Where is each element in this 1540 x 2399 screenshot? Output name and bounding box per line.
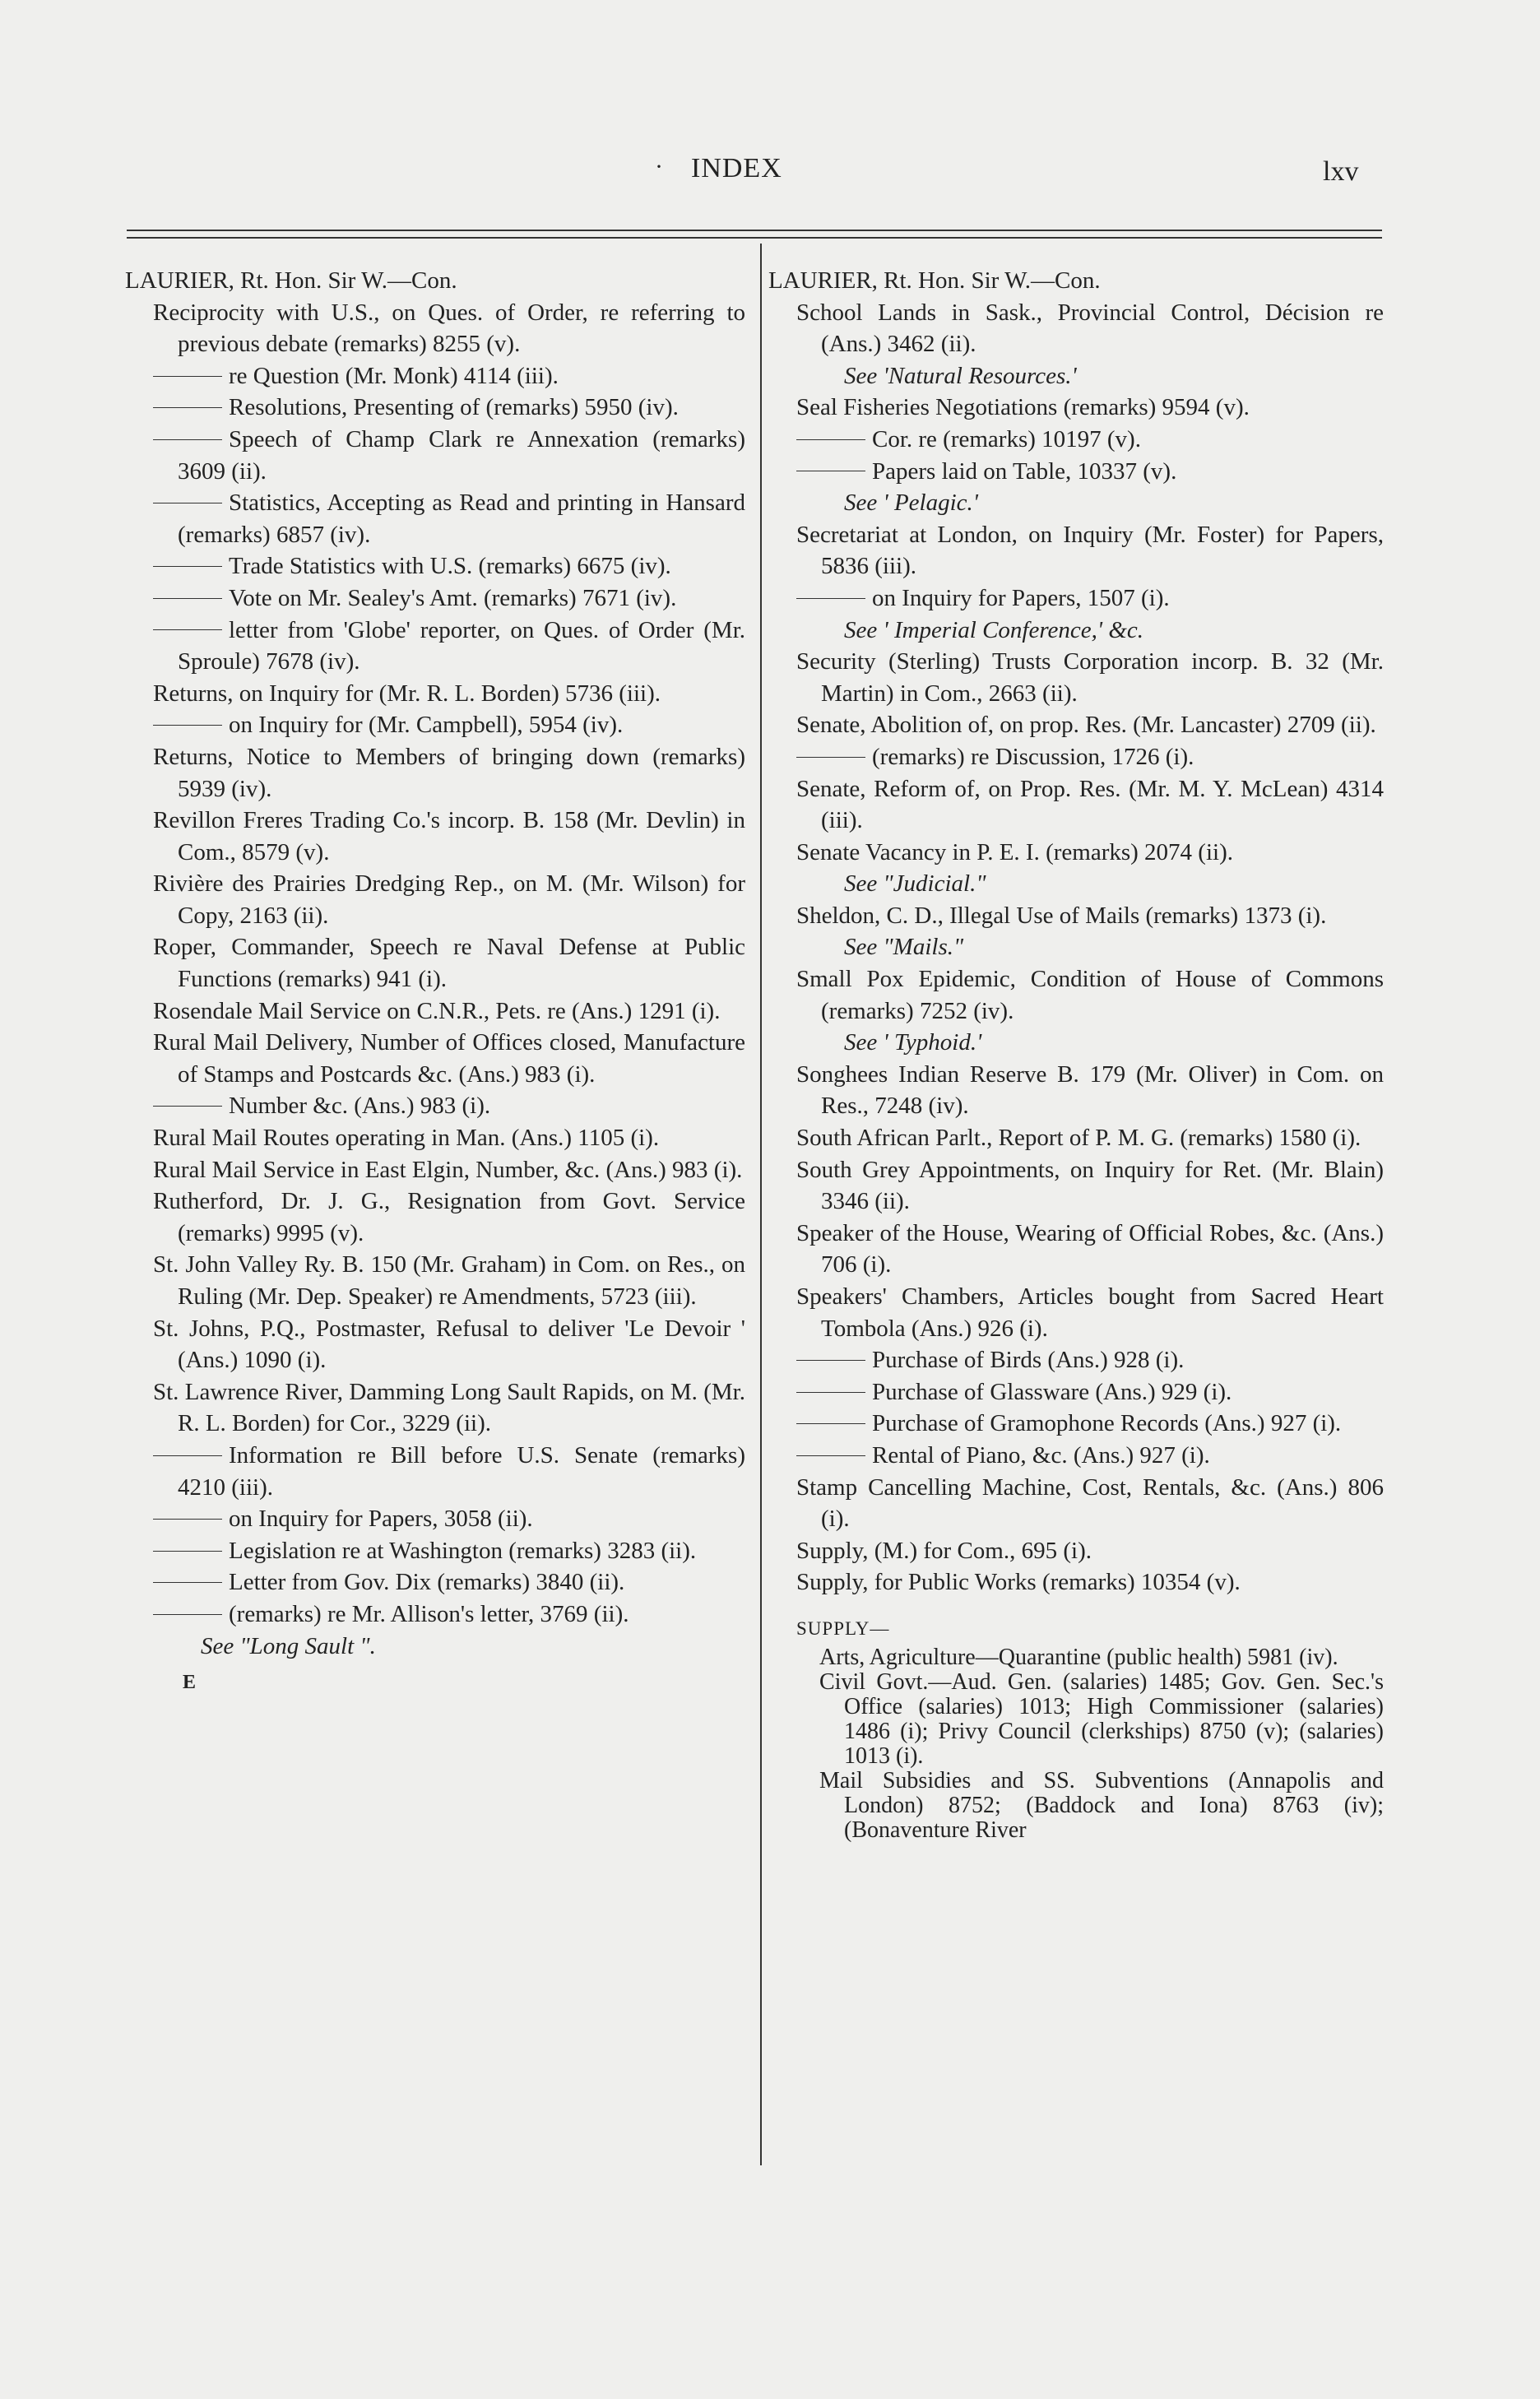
index-heading [125, 265, 745, 297]
ditto-dash [153, 1455, 222, 1456]
entry-text: Purchase of Glassware (Ans.) 929 (i). [872, 1378, 1232, 1405]
index-entry [125, 1122, 745, 1154]
page-number: lxv [1323, 156, 1359, 187]
see-reference [768, 360, 1384, 392]
entry-text: Letter from Gov. Dix (remarks) 3840 (ii). [229, 1569, 625, 1596]
entry-text: Revillon Freres Trading Co.'s incorp. B. 158 (Mr. Devlin) in Com., 8579 (v). [153, 807, 745, 865]
entry-text: SUPPLY— [796, 1617, 890, 1639]
entry-text: re Question (Mr. Monk) 4114 (iii). [229, 362, 559, 389]
entry-text: St. Lawrence River, Damming Long Sault Rapids, on M. (Mr. R. L. Borden) for Cor., 3229 (ii). [153, 1378, 745, 1437]
entry-text: Rural Mail Service in East Elgin, Number, &c. (Ans.) 983 (i). [153, 1156, 743, 1183]
right-column [768, 265, 1384, 1843]
index-heading [768, 265, 1384, 297]
index-entry [125, 1376, 745, 1440]
entry-text: Information re Bill before U.S. Senate (remarks) 4210 (iii). [178, 1441, 745, 1501]
index-entry [125, 868, 745, 931]
ditto-dash [796, 1455, 865, 1456]
header-rule-top [127, 230, 1382, 231]
entry-text: Returns, on Inquiry for (Mr. R. L. Borden) 5736 (iii). [153, 680, 661, 707]
entry-text: Songhees Indian Reserve B. 179 (Mr. Oliver) in Com. on Res., 7248 (iv). [796, 1060, 1384, 1120]
entry-text: Cor. re (remarks) 10197 (v). [872, 425, 1141, 452]
entry-text: letter from 'Globe' reporter, on Ques. of Order (Mr. Sproule) 7678 (iv). [178, 616, 745, 675]
index-entry [768, 773, 1384, 837]
entry-text: See "Mails." [844, 934, 964, 961]
entry-text: Vote on Mr. Sealey's Amt. (remarks) 7671 (iv). [229, 584, 677, 611]
entry-text: St. Johns, P.Q., Postmaster, Refusal to deliver 'Le Devoir ' (Ans.) 1090 (i). [153, 1315, 745, 1374]
index-entry [768, 1218, 1384, 1281]
index-subentry [125, 1090, 745, 1122]
index-subentry [768, 424, 1384, 456]
entry-text: Civil Govt.—Aud. Gen. (salaries) 1485; Gov. Gen. Sec.'s Office (salaries) 1013; High Commissioner (salaries) 1486 (i); Privy Council (clerkships) 8750 (v); (salaries) 1013 (i). [819, 1668, 1384, 1769]
index-subentry [125, 1535, 745, 1567]
entry-text: Roper, Commander, Speech re Naval Defense at Public Functions (remarks) 941 (i). [153, 934, 745, 993]
index-entry [125, 1313, 745, 1376]
entry-text: Arts, Agriculture—Quarantine (public health) 5981 (iv). [819, 1644, 1338, 1670]
index-entry [125, 995, 745, 1028]
entry-text: Senate Vacancy in P. E. I. (remarks) 2074 (ii). [796, 838, 1233, 865]
see-reference [768, 931, 1384, 963]
entry-text: (remarks) re Discussion, 1726 (i). [872, 743, 1194, 770]
index-entry [768, 963, 1384, 1027]
index-entry [768, 709, 1384, 741]
index-entry [768, 1472, 1384, 1535]
entry-text: See "Judicial." [844, 870, 986, 898]
see-reference [768, 1027, 1384, 1059]
column-divider [760, 244, 762, 2165]
index-entry [768, 646, 1384, 709]
index-entry [768, 1281, 1384, 1344]
entry-text: E [183, 1672, 197, 1694]
ditto-dash [153, 1614, 222, 1615]
index-subentry [125, 1566, 745, 1599]
index-subentry [125, 1503, 745, 1535]
ditto-dash [796, 1423, 865, 1424]
entry-text: Resolutions, Presenting of (remarks) 5950 (iv). [229, 394, 679, 421]
index-subentry [125, 487, 745, 550]
entry-text: Speech of Champ Clark re Annexation (remarks) 3609 (ii). [178, 425, 745, 485]
entry-text: Number &c. (Ans.) 983 (i). [229, 1093, 491, 1120]
header-rule-bottom [127, 237, 1382, 239]
index-entry [125, 1154, 745, 1186]
index-entry [125, 1249, 745, 1312]
entry-text: Legislation re at Washington (remarks) 3283 (ii). [229, 1537, 697, 1564]
index-entry [768, 1122, 1384, 1154]
entry-text: South Grey Appointments, on Inquiry for Ret. (Mr. Blain) 3346 (ii). [796, 1156, 1384, 1215]
index-entry [125, 297, 745, 360]
entry-text: See 'Natural Resources.' [844, 362, 1077, 389]
ditto-dash [153, 598, 222, 599]
ditto-dash [153, 1551, 222, 1552]
index-subentry [125, 360, 745, 392]
entry-text: Speakers' Chambers, Articles bought from Sacred Heart Tombola (Ans.) 926 (i). [796, 1283, 1384, 1342]
index-entry [768, 900, 1384, 932]
entry-text: on Inquiry for (Mr. Campbell), 5954 (iv). [229, 712, 624, 739]
entry-text: Supply, (M.) for Com., 695 (i). [796, 1537, 1092, 1564]
index-subentry [125, 582, 745, 615]
ditto-dash [153, 407, 222, 408]
supply-entry [768, 1670, 1384, 1769]
supply-heading [768, 1613, 1384, 1645]
entry-text: on Inquiry for Papers, 3058 (ii). [229, 1506, 533, 1533]
entry-text: Speaker of the House, Wearing of Official Robes, &c. (Ans.) 706 (i). [796, 1219, 1384, 1278]
see-reference [768, 868, 1384, 900]
entry-text: LAURIER, Rt. Hon. Sir W.—Con. [768, 267, 1101, 294]
index-entry [768, 519, 1384, 582]
index-subentry [125, 1440, 745, 1503]
entry-text: Mail Subsidies and SS. Subventions (Annapolis and London) 8752; (Baddock and Iona) 8763 (iv); (Bonaventure River [819, 1767, 1384, 1843]
page-title: INDEX [691, 153, 782, 183]
index-entry [125, 805, 745, 868]
index-entry [768, 1535, 1384, 1567]
index-subentry [768, 741, 1384, 773]
entry-text: Senate, Reform of, on Prop. Res. (Mr. M. Y. McLean) 4314 (iii). [796, 775, 1384, 834]
entry-text: Secretariat at London, on Inquiry (Mr. Foster) for Papers, 5836 (iii). [796, 521, 1384, 580]
entry-text: Rental of Piano, &c. (Ans.) 927 (i). [872, 1441, 1210, 1469]
left-column [125, 265, 745, 1699]
index-subentry [125, 709, 745, 741]
index-entry [768, 1154, 1384, 1218]
entry-text: Small Pox Epidemic, Condition of House of Commons (remarks) 7252 (iv). [796, 966, 1384, 1024]
entry-text: See "Long Sault ". [201, 1632, 376, 1659]
entry-text: Supply, for Public Works (remarks) 10354 (v). [796, 1569, 1241, 1596]
index-entry [125, 678, 745, 710]
header-dot: · [655, 153, 663, 180]
ditto-dash [796, 598, 865, 599]
entry-text: Purchase of Birds (Ans.) 928 (i). [872, 1347, 1185, 1374]
index-subentry [768, 1344, 1384, 1376]
ditto-dash [796, 1392, 865, 1393]
index-subentry [768, 582, 1384, 615]
entry-text: St. John Valley Ry. B. 150 (Mr. Graham) in Com. on Res., on Ruling (Mr. Dep. Speaker) re Amendments, 5723 (iii). [153, 1251, 745, 1310]
ditto-dash [153, 439, 222, 440]
entry-text: Purchase of Gramophone Records (Ans.) 927 (i). [872, 1410, 1342, 1437]
entry-text: See ' Typhoid.' [844, 1029, 982, 1056]
entry-text: (remarks) re Mr. Allison's letter, 3769 (ii). [229, 1600, 629, 1627]
entry-text: Security (Sterling) Trusts Corporation incorp. B. 32 (Mr. Martin) in Com., 2663 (ii). [796, 648, 1384, 707]
entry-text: Reciprocity with U.S., on Ques. of Order, re referring to previous debate (remarks) 8255 (v). [153, 299, 745, 358]
entry-text: Stamp Cancelling Machine, Cost, Rentals, &c. (Ans.) 806 (i). [796, 1473, 1384, 1533]
index-entry [125, 1186, 745, 1249]
ditto-dash [153, 1519, 222, 1520]
index-subentry [125, 615, 745, 678]
entry-text: Rosendale Mail Service on C.N.R., Pets. re (Ans.) 1291 (i). [153, 997, 721, 1024]
entry-text: Rural Mail Delivery, Number of Offices closed, Manufacture of Stamps and Postcards &c. (Ans.) 983 (i). [153, 1029, 745, 1088]
entry-text: Rivière des Prairies Dredging Rep., on M. (Mr. Wilson) for Copy, 2163 (ii). [153, 870, 745, 929]
entry-text: Papers laid on Table, 10337 (v). [872, 457, 1177, 485]
see-reference [125, 1631, 745, 1663]
ditto-dash [153, 725, 222, 726]
index-entry [768, 1566, 1384, 1599]
see-reference [768, 615, 1384, 647]
entry-text: LAURIER, Rt. Hon. Sir W.—Con. [125, 267, 457, 294]
ditto-dash [796, 757, 865, 758]
signature-mark [125, 1667, 745, 1699]
ditto-dash [796, 1360, 865, 1361]
ditto-dash [153, 376, 222, 377]
entry-text: on Inquiry for Papers, 1507 (i). [872, 584, 1170, 611]
index-entry [768, 297, 1384, 360]
index-subentry [125, 424, 745, 487]
entry-text: See ' Pelagic.' [844, 490, 978, 517]
index-subentry [125, 550, 745, 582]
entry-text: Senate, Abolition of, on prop. Res. (Mr. Lancaster) 2709 (ii). [796, 712, 1376, 739]
entry-text: School Lands in Sask., Provincial Control, Décision re (Ans.) 3462 (ii). [796, 299, 1384, 358]
ditto-dash [796, 439, 865, 440]
ditto-dash [153, 1582, 222, 1583]
index-subentry [768, 1408, 1384, 1440]
index-entry [768, 1059, 1384, 1122]
index-entry [125, 931, 745, 995]
entry-text: See ' Imperial Conference,' &c. [844, 616, 1144, 643]
entry-text: Seal Fisheries Negotiations (remarks) 9594 (v). [796, 394, 1250, 421]
see-reference [768, 487, 1384, 519]
supply-entry [768, 1645, 1384, 1670]
index-subentry [125, 392, 745, 424]
index-entry [768, 837, 1384, 869]
entry-text: South African Parlt., Report of P. M. G. (remarks) 1580 (i). [796, 1125, 1361, 1152]
index-subentry [768, 456, 1384, 488]
ditto-dash [153, 566, 222, 567]
entry-text: Rutherford, Dr. J. G., Resignation from Govt. Service (remarks) 9995 (v). [153, 1188, 745, 1246]
entry-text: Returns, Notice to Members of bringing down (remarks) 5939 (iv). [153, 743, 745, 802]
index-subentry [768, 1440, 1384, 1472]
entry-text: Rural Mail Routes operating in Man. (Ans.) 1105 (i). [153, 1125, 660, 1152]
index-subentry [768, 1376, 1384, 1408]
ditto-dash [153, 1106, 222, 1107]
entry-text: Statistics, Accepting as Read and printing in Hansard (remarks) 6857 (iv). [178, 490, 745, 548]
index-entry [768, 392, 1384, 424]
index-entry [125, 1027, 745, 1090]
ditto-dash [153, 629, 222, 630]
supply-entry [768, 1769, 1384, 1843]
index-subentry [125, 1599, 745, 1631]
index-entry [125, 741, 745, 805]
entry-text: Sheldon, C. D., Illegal Use of Mails (remarks) 1373 (i). [796, 902, 1327, 929]
entry-text: Trade Statistics with U.S. (remarks) 6675 (iv). [229, 553, 671, 580]
